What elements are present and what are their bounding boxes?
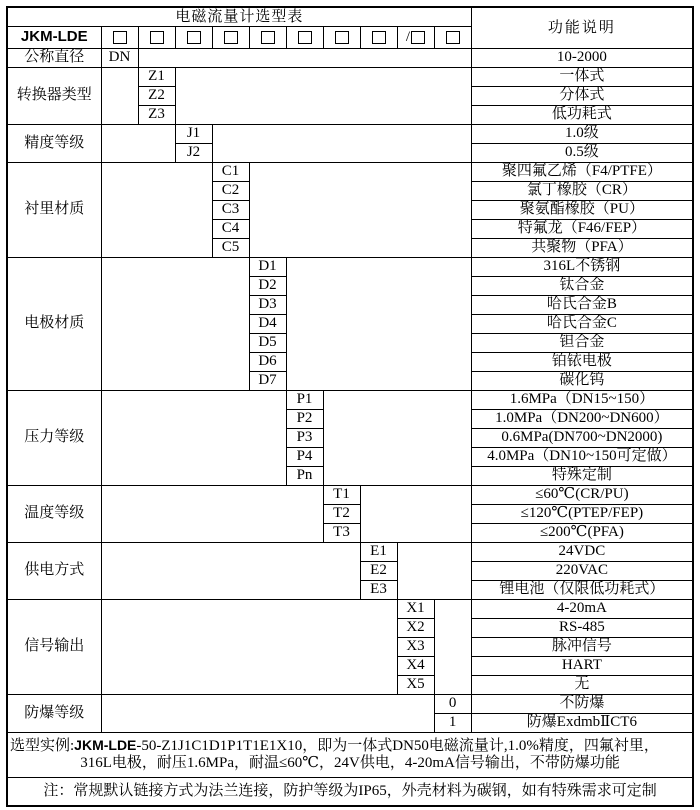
code-cell-P3: P3 <box>286 428 323 447</box>
function-desc-P3: 0.6MPa(DN700~DN2000) <box>471 428 693 447</box>
model-checkbox[interactable] <box>187 31 201 44</box>
code-cell-C1: C1 <box>212 162 249 181</box>
spacer-cell <box>249 162 471 257</box>
table-title: 电磁流量计选型表 <box>7 7 471 26</box>
spacer-cell <box>101 162 212 257</box>
spacer-cell <box>138 48 471 67</box>
function-desc-T2: ≤120℃(PTEP/FEP) <box>471 504 693 523</box>
code-cell-E2: E2 <box>360 561 397 580</box>
code-cell-D7: D7 <box>249 371 286 390</box>
code-cell-P2: P2 <box>286 409 323 428</box>
group-label-nominal-diameter: 公称直径 <box>7 48 101 67</box>
model-code-slot-3 <box>175 26 212 48</box>
selection-table <box>6 6 694 807</box>
code-cell-Z3: Z3 <box>138 105 175 124</box>
function-desc-X3: 脉冲信号 <box>471 637 693 656</box>
function-desc-Z1: 一体式 <box>471 67 693 86</box>
model-code-slot-2 <box>138 26 175 48</box>
model-code-slot-8 <box>360 26 397 48</box>
function-desc-D5: 钽合金 <box>471 333 693 352</box>
model-code-slot-4 <box>212 26 249 48</box>
code-cell-Z1: Z1 <box>138 67 175 86</box>
spacer-cell <box>101 67 138 124</box>
function-desc-D6: 铂铱电极 <box>471 352 693 371</box>
group-label-explosion-proof-grade: 防爆等级 <box>7 694 101 732</box>
spacer-cell <box>286 257 471 390</box>
spacer-cell <box>101 124 175 162</box>
function-desc-C4: 特氟龙（F46/FEP） <box>471 219 693 238</box>
function-desc-X4: HART <box>471 656 693 675</box>
function-column-header: 功能说明 <box>471 7 693 48</box>
code-cell-X5: X5 <box>397 675 434 694</box>
function-desc-Pn: 特殊定制 <box>471 466 693 485</box>
model-checkbox[interactable] <box>298 31 312 44</box>
spacer-cell <box>101 694 434 732</box>
code-cell-D4: D4 <box>249 314 286 333</box>
function-desc-D1: 316L不锈钢 <box>471 257 693 276</box>
code-cell-E3: E3 <box>360 580 397 599</box>
spacer-cell <box>434 599 471 694</box>
model-checkbox[interactable] <box>113 31 127 44</box>
spacer-cell <box>175 67 471 124</box>
code-cell-X4: X4 <box>397 656 434 675</box>
function-desc-Z2: 分体式 <box>471 86 693 105</box>
code-cell-C3: C3 <box>212 200 249 219</box>
group-label-converter-type: 转换器类型 <box>7 67 101 124</box>
example-line-1 <box>10 738 690 755</box>
spacer-cell <box>360 485 471 542</box>
selection-example <box>7 732 693 777</box>
code-cell-D6: D6 <box>249 352 286 371</box>
code-cell-1: 1 <box>434 713 471 732</box>
slash-separator: / <box>405 28 411 45</box>
function-desc-D3: 哈氏合金B <box>471 295 693 314</box>
spacer-cell <box>323 390 471 485</box>
usage-note: 注：常规默认链接方式为法兰连接，防护等级为IP65，外壳材料为碳钢，如有特殊需求可定制 <box>7 777 693 806</box>
spacer-cell <box>101 257 249 390</box>
function-desc-P2: 1.0MPa（DN200~DN600） <box>471 409 693 428</box>
code-cell-D1: D1 <box>249 257 286 276</box>
code-cell-T2: T2 <box>323 504 360 523</box>
function-desc-T1: ≤60℃(CR/PU) <box>471 485 693 504</box>
code-cell-T1: T1 <box>323 485 360 504</box>
model-code-slot-10 <box>434 26 471 48</box>
code-cell-P4: P4 <box>286 447 323 466</box>
group-label-temperature-grade: 温度等级 <box>7 485 101 542</box>
code-cell-D3: D3 <box>249 295 286 314</box>
model-checkbox[interactable] <box>335 31 349 44</box>
function-desc-DN: 10-2000 <box>471 48 693 67</box>
function-desc-T3: ≤200℃(PFA) <box>471 523 693 542</box>
code-cell-T3: T3 <box>323 523 360 542</box>
model-checkbox[interactable] <box>150 31 164 44</box>
function-desc-D4: 哈氏合金C <box>471 314 693 333</box>
function-desc-J2: 0.5级 <box>471 143 693 162</box>
model-code-slot-6 <box>286 26 323 48</box>
code-cell-E1: E1 <box>360 542 397 561</box>
model-checkbox[interactable] <box>372 31 386 44</box>
code-cell-J2: J2 <box>175 143 212 162</box>
function-desc-C1: 聚四氟乙烯（F4/PTFE） <box>471 162 693 181</box>
group-label-liner-material: 衬里材质 <box>7 162 101 257</box>
model-code-slot-1 <box>101 26 138 48</box>
code-cell-D2: D2 <box>249 276 286 295</box>
code-cell-C2: C2 <box>212 181 249 200</box>
group-label-power-supply: 供电方式 <box>7 542 101 599</box>
code-cell-X1: X1 <box>397 599 434 618</box>
group-label-signal-output: 信号输出 <box>7 599 101 694</box>
function-desc-0: 不防爆 <box>471 694 693 713</box>
group-label-accuracy-grade: 精度等级 <box>7 124 101 162</box>
function-desc-E2: 220VAC <box>471 561 693 580</box>
function-desc-J1: 1.0级 <box>471 124 693 143</box>
code-cell-Z2: Z2 <box>138 86 175 105</box>
function-desc-E3: 锂电池（仅限低功耗式） <box>471 580 693 599</box>
example-prefix: 选型实例: <box>10 738 75 754</box>
function-desc-D7: 碳化钨 <box>471 371 693 390</box>
function-desc-C5: 共聚物（PFA） <box>471 238 693 257</box>
function-desc-P4: 4.0MPa（DN10~150可定做） <box>471 447 693 466</box>
model-checkbox[interactable] <box>446 31 460 44</box>
function-desc-E1: 24VDC <box>471 542 693 561</box>
group-label-pressure-grade: 压力等级 <box>7 390 101 485</box>
spacer-cell <box>397 542 471 599</box>
model-code-slot-7 <box>323 26 360 48</box>
code-cell-P1: P1 <box>286 390 323 409</box>
code-cell-X3: X3 <box>397 637 434 656</box>
code-cell-C4: C4 <box>212 219 249 238</box>
model-checkbox[interactable] <box>411 31 425 44</box>
group-label-electrode-material: 电极材质 <box>7 257 101 390</box>
code-cell-0: 0 <box>434 694 471 713</box>
model-checkbox[interactable] <box>261 31 275 44</box>
function-desc-X2: RS-485 <box>471 618 693 637</box>
model-prefix: JKM-LDE <box>7 26 101 48</box>
code-cell-X2: X2 <box>397 618 434 637</box>
example-line-2: 316L电极，耐压1.6MPa，耐温≤60℃，24V供电，4-20mA信号输出，不带防爆功能 <box>80 754 620 771</box>
example-model: JKM-LDE <box>74 737 137 753</box>
code-cell-C5: C5 <box>212 238 249 257</box>
function-desc-X5: 无 <box>471 675 693 694</box>
function-desc-C3: 聚氨酯橡胶（PU） <box>471 200 693 219</box>
spacer-cell <box>101 542 360 599</box>
spacer-cell <box>101 485 323 542</box>
code-cell-DN: DN <box>101 48 138 67</box>
spacer-cell <box>101 599 397 694</box>
model-code-slot-5 <box>249 26 286 48</box>
function-desc-C2: 氯丁橡胶（CR） <box>471 181 693 200</box>
function-desc-X1: 4-20mA <box>471 599 693 618</box>
model-code-slot-9 <box>397 26 434 48</box>
code-cell-D5: D5 <box>249 333 286 352</box>
function-desc-P1: 1.6MPa（DN15~150） <box>471 390 693 409</box>
function-desc-D2: 钛合金 <box>471 276 693 295</box>
function-desc-1: 防爆ExdmbⅡCT6 <box>471 713 693 732</box>
function-desc-Z3: 低功耗式 <box>471 105 693 124</box>
spacer-cell <box>212 124 471 162</box>
model-checkbox[interactable] <box>224 31 238 44</box>
code-cell-J1: J1 <box>175 124 212 143</box>
code-cell-Pn: Pn <box>286 466 323 485</box>
spacer-cell <box>101 390 286 485</box>
example-rest: -50-Z1J1C1D1P1T1E1X10，即为一体式DN50电磁流量计,1.0%精度，四氟衬里， <box>136 738 659 754</box>
